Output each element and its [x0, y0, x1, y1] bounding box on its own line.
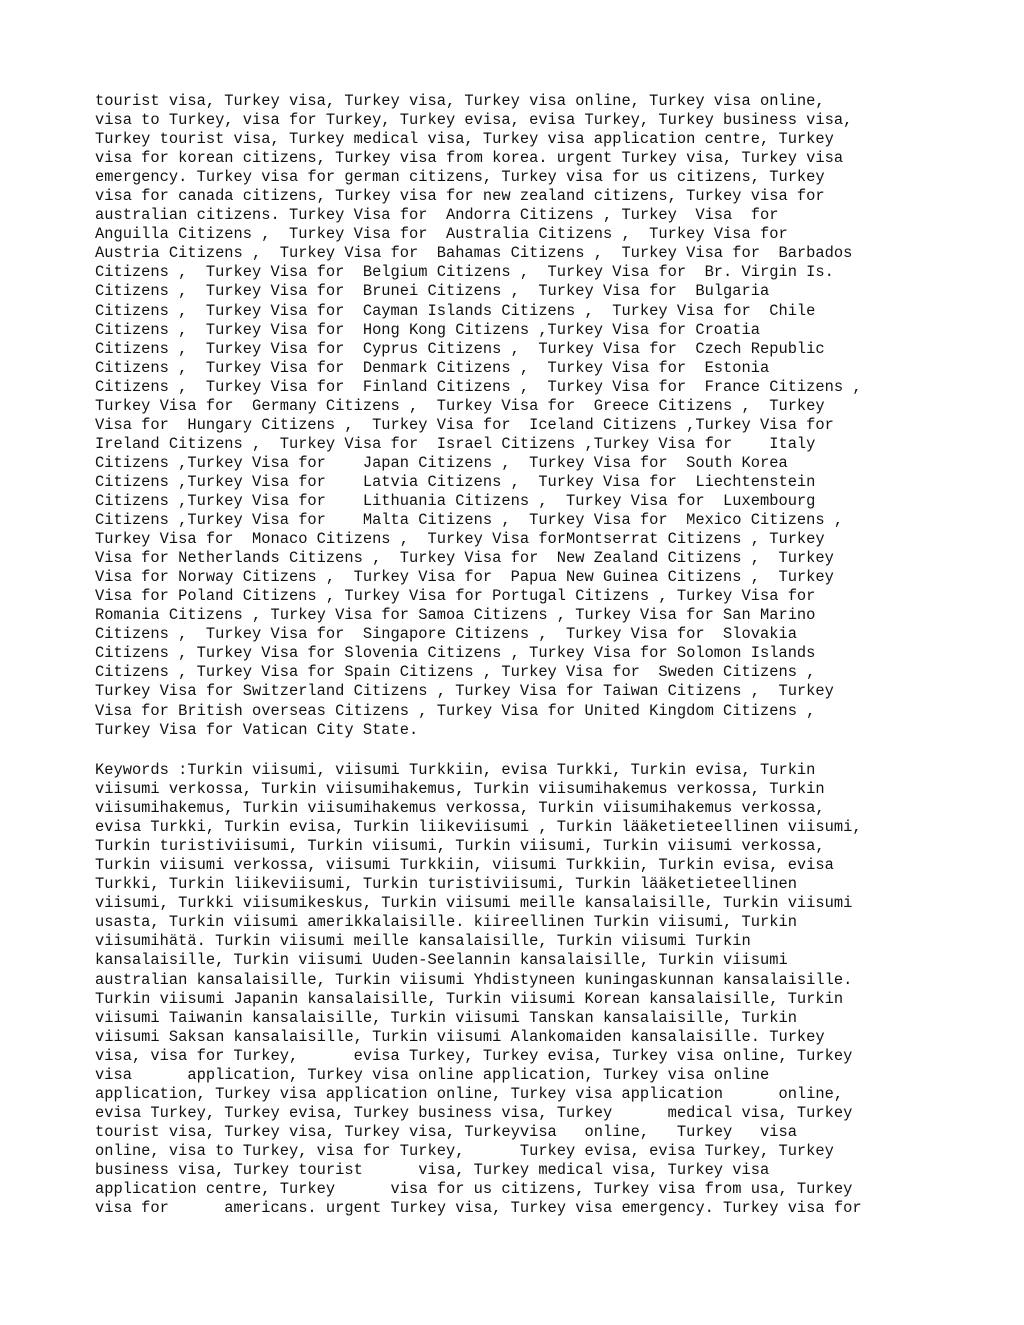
text-line: tourist visa, Turkey visa, Turkey visa, Turkey visa online, Turkey visa online, — [95, 92, 825, 110]
text-line: Visa for Netherlands Citizens , Turkey Visa for New Zealand Citizens , Turkey — [95, 549, 834, 568]
text-line: tourist visa, Turkey visa, Turkey visa, Turkeyvisa online, Turkey visa — [95, 1122, 797, 1141]
text-line: visa for americans. urgent Turkey visa, Turkey visa emergency. Turkey visa for — [95, 1199, 862, 1218]
text-line: Keywords :Turkin viisumi, viisumi Turkkiin, evisa Turkki, Turkin evisa, Turkin — [95, 761, 816, 779]
text-line: Turkey Visa for Monaco Citizens , Turkey Visa forMontserrat Citizens , Turkey — [95, 530, 825, 549]
text-line: visa for korean citizens, Turkey visa from korea. urgent Turkey visa, Turkey visa — [95, 149, 844, 168]
text-line: Citizens , Turkey Visa for Spain Citizens , Turkey Visa for Sweden Citizens , — [95, 663, 816, 682]
text-line: Turkey Visa for Vatican City State. — [95, 720, 419, 739]
text-line: viisumi, Turkki viisumikeskus, Turkin viisumi meille kansalaisille, Turkin viisumi — [95, 894, 853, 913]
text-line: Citizens , Turkey Visa for Brunei Citizens , Turkey Visa for Bulgaria — [95, 282, 770, 301]
text-line: usasta, Turkin viisumi amerikkalaisille. kiireellinen Turkin viisumi, Turkin — [95, 913, 797, 932]
text-line: online, visa to Turkey, visa for Turkey, Turkey evisa, evisa Turkey, Turkey — [95, 1141, 834, 1160]
text-line: Visa for British overseas Citizens , Turkey Visa for United Kingdom Citizens , — [95, 701, 816, 720]
text-line: Citizens , Turkey Visa for Denmark Citizens , Turkey Visa for Estonia — [95, 358, 770, 377]
text-line: Ireland Citizens , Turkey Visa for Israel Citizens ,Turkey Visa for Italy — [95, 434, 816, 453]
text-line: Visa for Norway Citizens , Turkey Visa for Papua New Guinea Citizens , Turkey — [95, 568, 834, 587]
text-line: application centre, Turkey visa for us citizens, Turkey visa from usa, Turkey — [95, 1180, 853, 1199]
text-line: Citizens , Turkey Visa for Cyprus Citizens , Turkey Visa for Czech Republic — [95, 339, 825, 358]
text-line: Turkin viisumi verkossa, viisumi Turkkiin, viisumi Turkkiin, Turkin evisa, evisa — [95, 856, 834, 875]
text-line: Turkki, Turkin liikeviisumi, Turkin turistiviisumi, Turkin lääketieteellinen — [95, 875, 797, 894]
text-line: visa application, Turkey visa online application, Turkey visa online — [95, 1065, 770, 1084]
text-line: Citizens , Turkey Visa for Slovenia Citizens , Turkey Visa for Solomon Islands — [95, 644, 816, 663]
text-line: emergency. Turkey visa for german citizens, Turkey visa for us citizens, Turkey — [95, 168, 825, 187]
text-line: Turkey Visa for Switzerland Citizens , Turkey Visa for Taiwan Citizens , Turkey — [95, 682, 834, 701]
text-line: viisumihätä. Turkin viisumi meille kansalaisille, Turkin viisumi Turkin — [95, 932, 751, 951]
text-line: Citizens ,Turkey Visa for Lithuania Citizens , Turkey Visa for Luxembourg — [95, 491, 816, 510]
text-line: Citizens ,Turkey Visa for Malta Citizens , Turkey Visa for Mexico Citizens , — [95, 511, 844, 530]
text-line: Visa for Poland Citizens , Turkey Visa for Portugal Citizens , Turkey Visa for — [95, 587, 816, 606]
text-line: Anguilla Citizens , Turkey Visa for Australia Citizens , Turkey Visa for — [95, 225, 788, 244]
text-line: viisumi Saksan kansalaisille, Turkin viisumi Alankomaiden kansalaisille. Turkey — [95, 1027, 825, 1046]
text-line: Austria Citizens , Turkey Visa for Bahamas Citizens , Turkey Visa for Barbados — [95, 244, 853, 263]
text-line: application, Turkey visa application online, Turkey visa application online, — [95, 1084, 844, 1103]
text-line: kansalaisille, Turkin viisumi Uuden-Seelannin kansalaisille, Turkin viisumi — [95, 951, 788, 970]
text-line: evisa Turkki, Turkin evisa, Turkin liikeviisumi , Turkin lääketieteellinen viisumi, — [95, 818, 862, 837]
text-line: Citizens , Turkey Visa for Belgium Citizens , Turkey Visa for Br. Virgin Is. — [95, 263, 834, 282]
text-line: Citizens , Turkey Visa for Singapore Citizens , Turkey Visa for Slovakia — [95, 625, 797, 644]
text-line: Citizens , Turkey Visa for Cayman Islands Citizens , Turkey Visa for Chile — [95, 301, 816, 320]
text-line: Turkey tourist visa, Turkey medical visa, Turkey visa application centre, Turkey — [95, 130, 834, 149]
visa-countries-paragraph — [95, 92, 975, 740]
text-line: Turkin turistiviisumi, Turkin viisumi, Turkin viisumi, Turkin viisumi verkossa, — [95, 837, 825, 856]
text-line: Turkey Visa for Germany Citizens , Turkey Visa for Greece Citizens , Turkey — [95, 396, 825, 415]
text-line: evisa Turkey, Turkey evisa, Turkey business visa, Turkey medical visa, Turkey — [95, 1103, 853, 1122]
text-line: Citizens , Turkey Visa for Hong Kong Citizens ,Turkey Visa for Croatia — [95, 320, 760, 339]
text-line: Citizens ,Turkey Visa for Latvia Citizens , Turkey Visa for Liechtenstein — [95, 472, 816, 491]
text-line: viisumi verkossa, Turkin viisumihakemus, Turkin viisumihakemus verkossa, Turkin — [95, 780, 825, 799]
text-line: visa to Turkey, visa for Turkey, Turkey evisa, evisa Turkey, Turkey business visa, — [95, 111, 853, 130]
text-line: Turkin viisumi Japanin kansalaisille, Turkin viisumi Korean kansalaisille, Turkin — [95, 989, 844, 1008]
text-line: australian citizens. Turkey Visa for Andorra Citizens , Turkey Visa for — [95, 206, 779, 225]
keywords-paragraph — [95, 761, 975, 1218]
text-line: business visa, Turkey tourist visa, Turkey medical visa, Turkey visa — [95, 1160, 770, 1179]
text-line: visa, visa for Turkey, evisa Turkey, Turkey evisa, Turkey visa online, Turkey — [95, 1046, 853, 1065]
text-line: Citizens ,Turkey Visa for Japan Citizens , Turkey Visa for South Korea — [95, 453, 788, 472]
text-line: viisumihakemus, Turkin viisumihakemus verkossa, Turkin viisumihakemus verkossa, — [95, 799, 825, 818]
text-line: Visa for Hungary Citizens , Turkey Visa for Iceland Citizens ,Turkey Visa for — [95, 415, 834, 434]
text-line: Citizens , Turkey Visa for Finland Citizens , Turkey Visa for France Citizens , — [95, 377, 862, 396]
text-line: viisumi Taiwanin kansalaisille, Turkin viisumi Tanskan kansalaisille, Turkin — [95, 1008, 797, 1027]
text-line: visa for canada citizens, Turkey visa for new zealand citizens, Turkey visa for — [95, 187, 825, 206]
text-line: australian kansalaisille, Turkin viisumi Yhdistyneen kuningaskunnan kansalaisille. — [95, 970, 853, 989]
text-line: Romania Citizens , Turkey Visa for Samoa Citizens , Turkey Visa for San Marino — [95, 606, 816, 625]
